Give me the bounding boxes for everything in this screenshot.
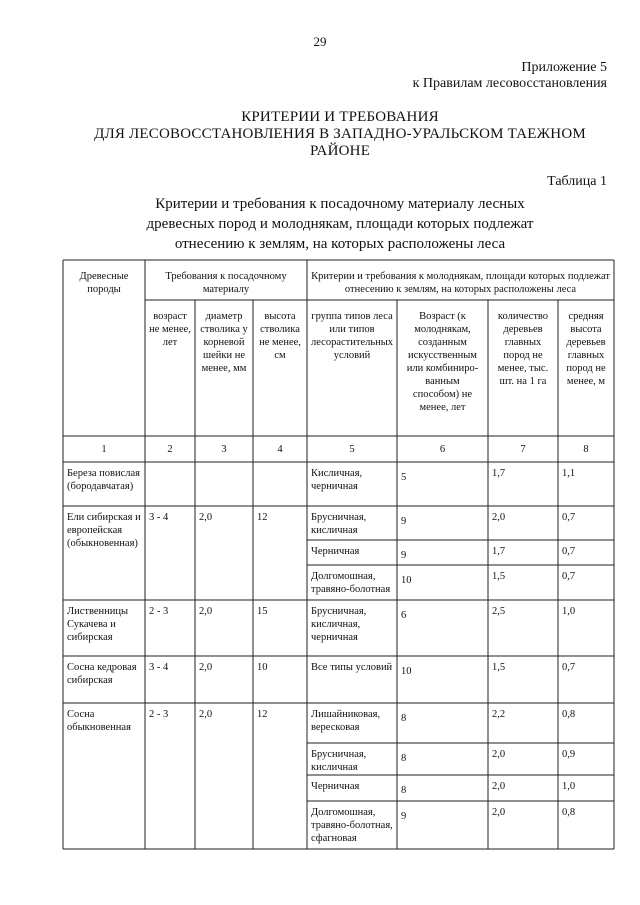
forest-type: Лишайниковая, вересковая: [311, 709, 381, 733]
seedling-age: 3 - 4: [149, 512, 169, 523]
forest-type: Все типы условий: [311, 662, 393, 673]
tree-count: 2,5: [492, 606, 506, 617]
species-name: Береза повислая (бородавчатая): [67, 468, 140, 492]
tree-count: 1,5: [492, 662, 506, 673]
young-stand-age: 9: [401, 550, 407, 561]
species-name: Лиственницы Сукачева и сибирская: [67, 606, 129, 643]
mean-height: 0,7: [562, 546, 576, 557]
mean-height: 0,9: [562, 749, 576, 760]
forest-type: Брусничная, кисличная: [311, 512, 367, 536]
stem-diameter: 2,0: [199, 662, 213, 673]
document-title: КРИТЕРИИ И ТРЕБОВАНИЯ ДЛЯ ЛЕСОВОССТАНОВЛЕНИЯ В ЗАПАДНО-УРАЛЬСКОМ ТАЕЖНОМ РАЙОНЕ: [94, 109, 586, 159]
tree-count: 2,0: [492, 512, 506, 523]
young-stand-age: 10: [401, 666, 412, 677]
appendix-reference: к Правилам лесовосстановления: [412, 76, 607, 91]
column-number: 5: [349, 444, 355, 455]
tree-count: 2,0: [492, 749, 506, 760]
forest-type: Брусничная, кисличная: [311, 749, 367, 773]
header-mean-height: средняя высота деревьев главных пород не менее, м: [566, 311, 606, 387]
species-name: Сосна кедровая сибирская: [67, 662, 137, 686]
header-young-stands: Критерии и требования к молоднякам, площади которых подлежат отнесению к землям, на которых расположены леса: [311, 271, 610, 295]
header-planting-material: Требования к посадочному материалу: [165, 271, 287, 295]
tree-count: 1,7: [492, 468, 506, 479]
mean-height: 1,0: [562, 606, 576, 617]
forest-type: Кисличная, черничная: [311, 468, 363, 492]
stem-height: 12: [257, 709, 268, 720]
header-tree-count: количество деревьев главных пород не менее, тыс. шт. на 1 га: [497, 311, 549, 387]
mean-height: 1,1: [562, 468, 576, 479]
tree-count: 1,5: [492, 571, 506, 582]
stem-height: 12: [257, 512, 268, 523]
mean-height: 0,7: [562, 512, 576, 523]
tree-count: 2,2: [492, 709, 506, 720]
stem-diameter: 2,0: [199, 512, 213, 523]
young-stand-age: 8: [401, 785, 407, 796]
header-height: высота стволика не менее, см: [259, 311, 301, 361]
species-name: Ели сибирская и европейская (обыкновенная): [67, 512, 141, 549]
tree-count: 2,0: [492, 807, 506, 818]
mean-height: 0,8: [562, 709, 576, 720]
forest-type: Долгомошная, травяно-болотная, сфагновая: [311, 807, 393, 844]
stem-diameter: 2,0: [199, 709, 213, 720]
header-forest-type: группа типов леса или типов лесорастительных условий: [311, 311, 394, 361]
header-diameter: диаметр стволика у корневой шейки не менее, мм: [200, 311, 248, 374]
forest-type: Долгомошная, травяно-болотная: [311, 571, 391, 595]
stem-height: 15: [257, 606, 268, 617]
column-number: 4: [277, 444, 283, 455]
column-number: 3: [221, 444, 227, 455]
young-stand-age: 6: [401, 610, 407, 621]
forest-type: Черничная: [311, 781, 360, 792]
forest-type: Брусничная, кисличная, черничная: [311, 606, 367, 643]
young-stand-age: 10: [401, 575, 412, 586]
seedling-age: 2 - 3: [149, 606, 169, 617]
stem-diameter: 2,0: [199, 606, 213, 617]
mean-height: 0,7: [562, 662, 576, 673]
header-young-age: Возраст (к молоднякам, созданным искусственным или комбиниро-ванным способом) не менее, лет: [406, 311, 479, 413]
forest-type: Черничная: [311, 546, 360, 557]
species-name: Сосна обыкновенная: [67, 709, 131, 733]
stem-height: 10: [257, 662, 268, 673]
page-number: 29: [313, 34, 327, 49]
young-stand-age: 9: [401, 811, 407, 822]
header-species: Древесные породы: [79, 271, 129, 295]
column-number: 6: [439, 444, 446, 455]
table-caption: Критерии и требования к посадочному материалу лесных древесных пород и молоднякам, площади которых подлежат отнесению к землям, на которых расположены леса: [146, 196, 534, 252]
seedling-age: 3 - 4: [149, 662, 169, 673]
young-stand-age: 8: [401, 713, 407, 724]
appendix-label: Приложение 5: [521, 60, 607, 75]
column-number: 8: [583, 444, 589, 455]
column-number: 1: [101, 444, 107, 455]
young-stand-age: 5: [401, 472, 407, 483]
column-number: 7: [520, 444, 526, 455]
table-label: Таблица 1: [547, 174, 607, 189]
tree-count: 1,7: [492, 546, 506, 557]
young-stand-age: 9: [401, 516, 407, 527]
mean-height: 0,7: [562, 571, 576, 582]
young-stand-age: 8: [401, 753, 407, 764]
tree-count: 2,0: [492, 781, 506, 792]
mean-height: 1,0: [562, 781, 576, 792]
header-age: возраст не менее, лет: [149, 311, 191, 348]
seedling-age: 2 - 3: [149, 709, 169, 720]
column-number: 2: [167, 444, 173, 455]
mean-height: 0,8: [562, 807, 576, 818]
